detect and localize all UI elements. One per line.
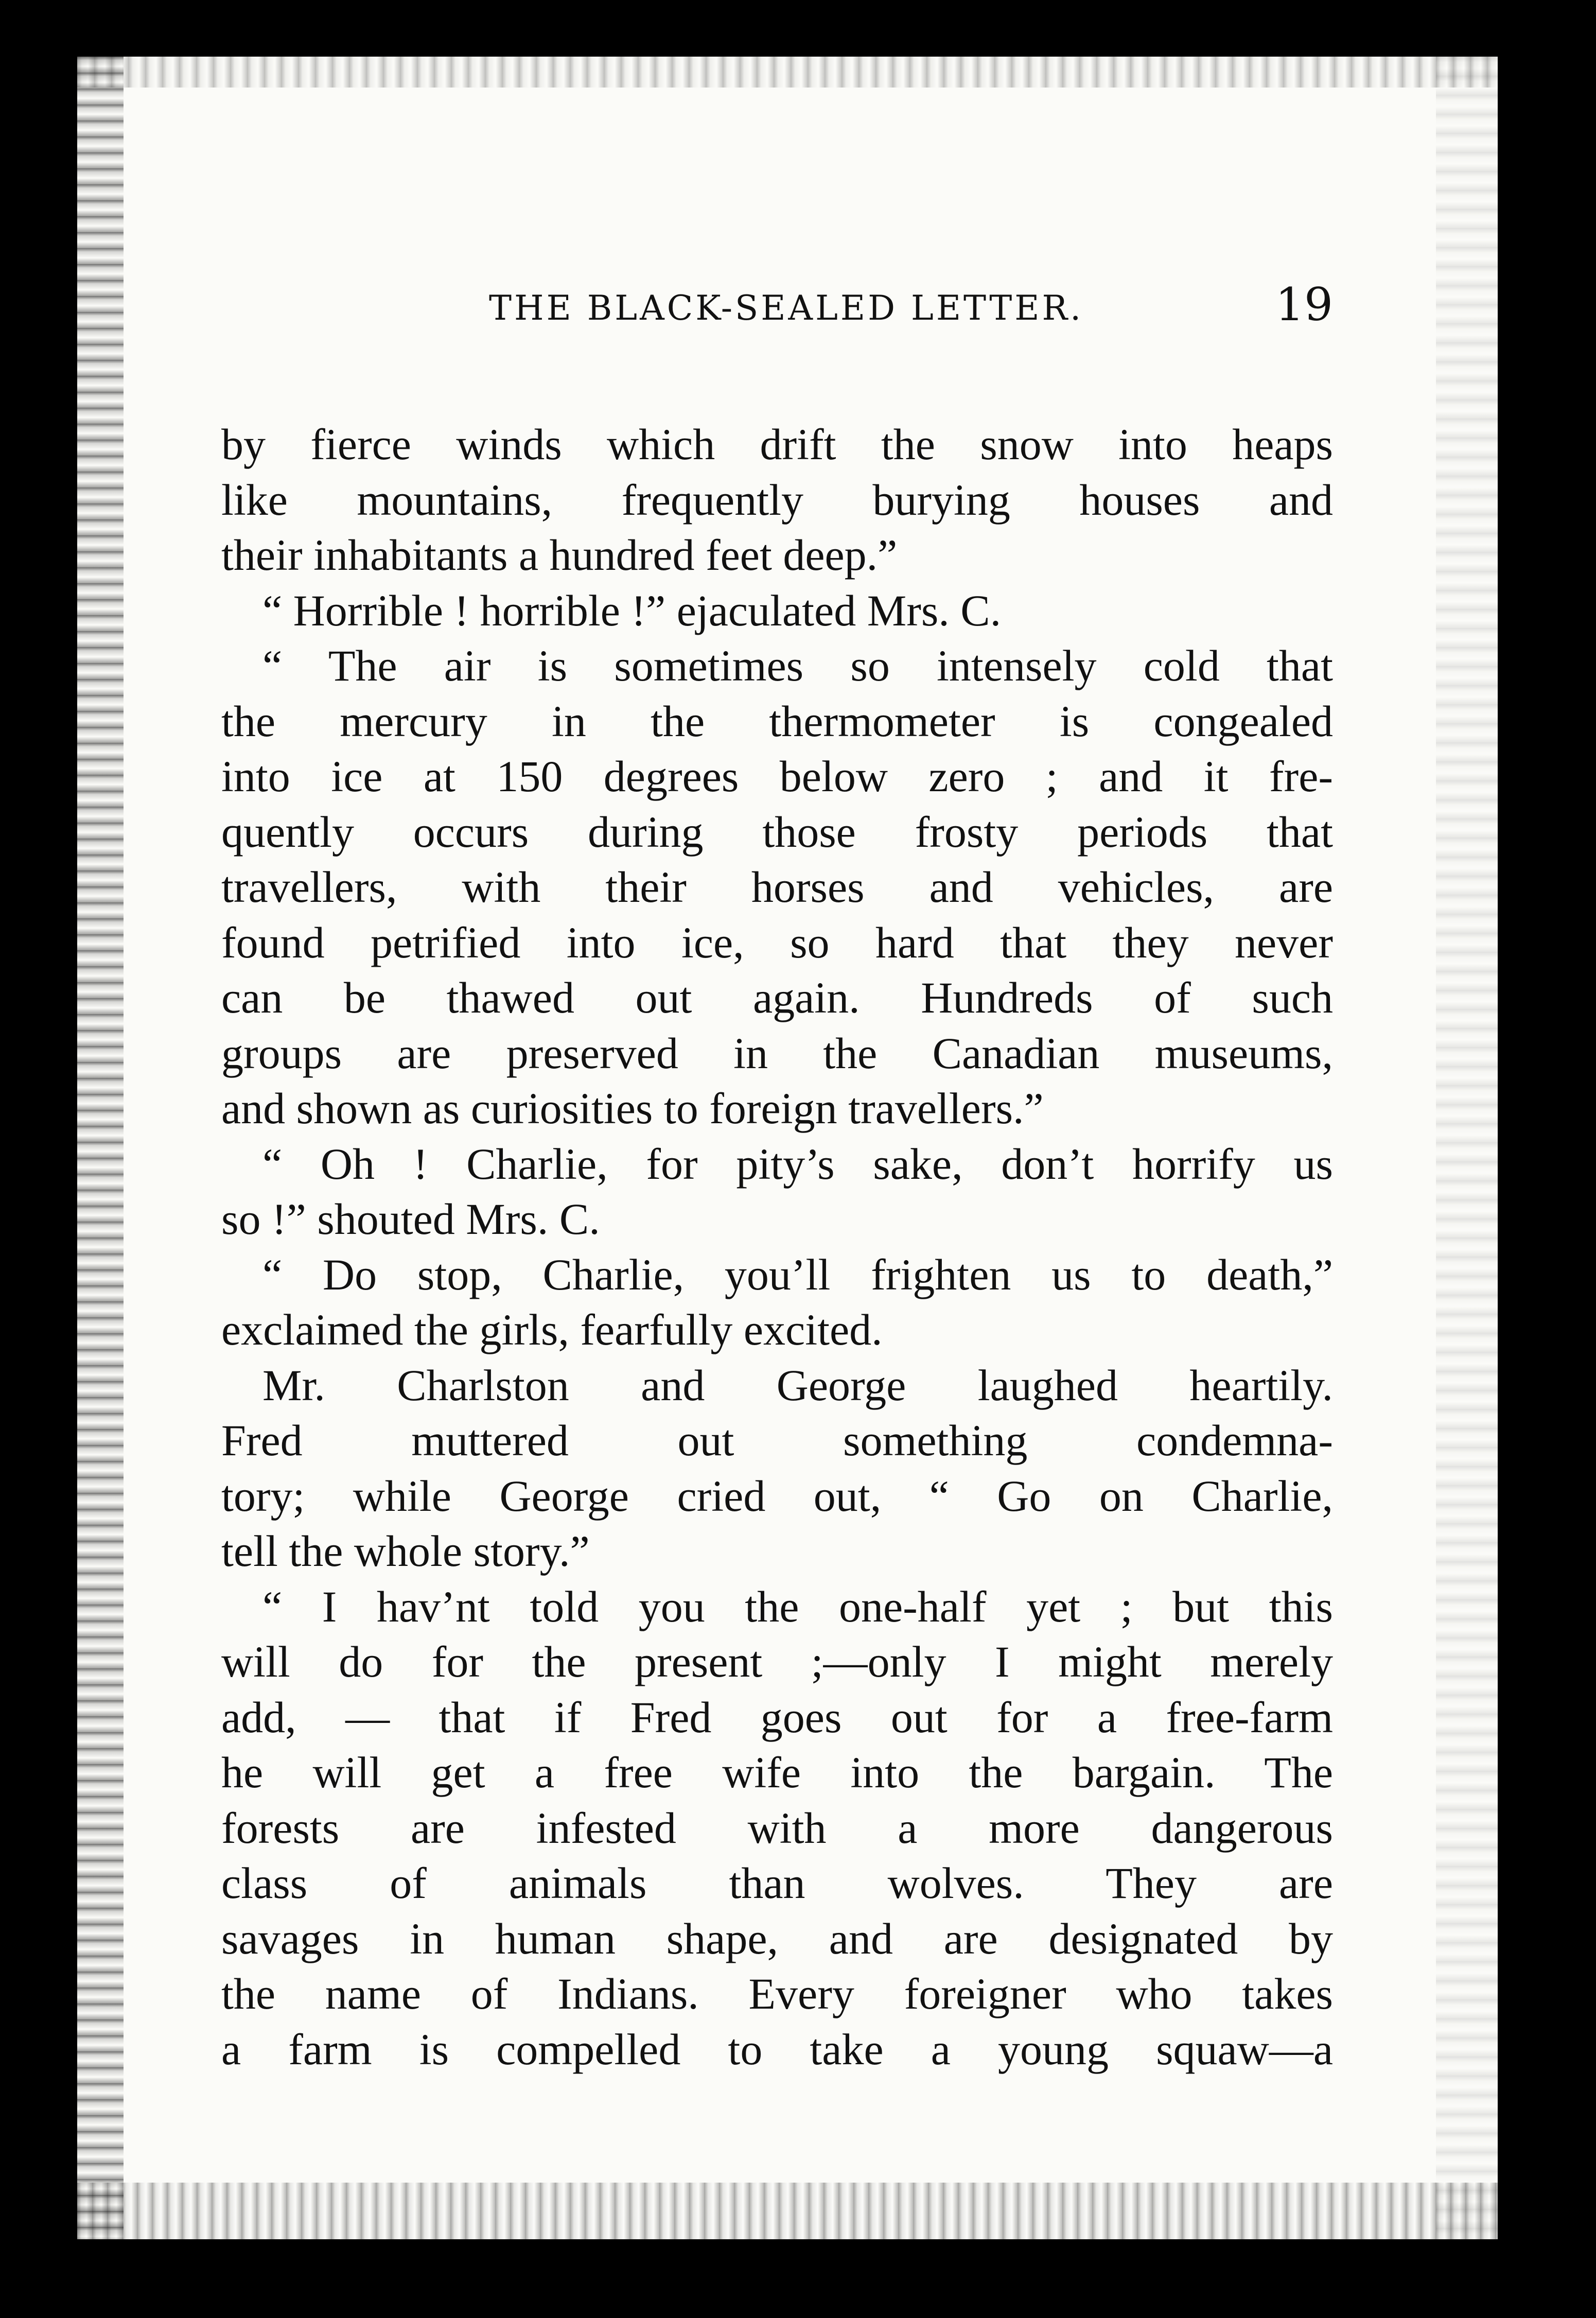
- text-line: savages in human shape, and are designated by: [221, 1913, 1333, 1963]
- page-edge-top: [77, 57, 1498, 88]
- text-line: “ Horrible ! horrible !” ejaculated Mrs. C.: [262, 585, 1002, 635]
- text-line: exclaimed the girls, fearfully excited.: [221, 1305, 883, 1354]
- text-line: class of animals than wolves. They are: [221, 1858, 1333, 1908]
- text-line: a farm is compelled to take a young squaw—a: [221, 2024, 1333, 2074]
- text-line: Mr. Charlston and George laughed heartily.: [262, 1360, 1333, 1410]
- text-line: quently occurs during those frosty periods that: [221, 807, 1333, 857]
- text-line: can be thawed out again. Hundreds of such: [221, 973, 1333, 1022]
- text-line: tory; while George cried out, “ Go on Charlie,: [221, 1471, 1333, 1521]
- text-line: found petrified into ice, so hard that they never: [221, 917, 1333, 967]
- text-line: by fierce winds which drift the snow into heaps: [221, 420, 1333, 469]
- text-line: “ Oh ! Charlie, for pity’s sake, don’t horrify us: [262, 1139, 1333, 1189]
- text-line: travellers, with their horses and vehicles, are: [221, 862, 1333, 912]
- text-line: Fred muttered out something condemna-: [221, 1416, 1333, 1465]
- text-line: like mountains, frequently burying houses and: [221, 475, 1333, 525]
- text-line: he will get a free wife into the bargain. The: [221, 1748, 1333, 1797]
- running-head: [221, 278, 1333, 340]
- text-line: their inhabitants a hundred feet deep.”: [221, 530, 898, 580]
- text-line: so !” shouted Mrs. C.: [221, 1194, 600, 1244]
- page-edge-bottom: [77, 2183, 1498, 2239]
- text-line: tell the whole story.”: [221, 1526, 590, 1576]
- text-line: “ I hav’nt told you the one-half yet ; but this: [262, 1581, 1333, 1631]
- text-line: the name of Indians. Every foreigner who takes: [221, 1969, 1333, 2018]
- text-line: into ice at 150 degrees below zero ; and it fre-: [221, 752, 1333, 801]
- text-line: “ The air is sometimes so intensely cold that: [262, 641, 1333, 690]
- page-edge-right: [1436, 57, 1498, 2239]
- book-page: [77, 57, 1498, 2239]
- body-text: [221, 417, 1333, 2077]
- text-line: “ Do stop, Charlie, you’ll frighten us to death,”: [262, 1249, 1333, 1299]
- page-edge-left: [77, 57, 124, 2239]
- text-line: groups are preserved in the Canadian museums,: [221, 1028, 1333, 1078]
- text-line: and shown as curiosities to foreign travellers.”: [221, 1084, 1044, 1133]
- text-line: forests are infested with a more dangerous: [221, 1803, 1333, 1853]
- text-line: will do for the present ;—only I might merely: [221, 1637, 1333, 1686]
- text-line: the mercury in the thermometer is congealed: [221, 696, 1333, 746]
- text-line: add, — that if Fred goes out for a free-farm: [221, 1692, 1333, 1742]
- running-title: THE BLACK-SEALED LETTER.: [489, 288, 1084, 328]
- page-number: 19: [1275, 278, 1333, 331]
